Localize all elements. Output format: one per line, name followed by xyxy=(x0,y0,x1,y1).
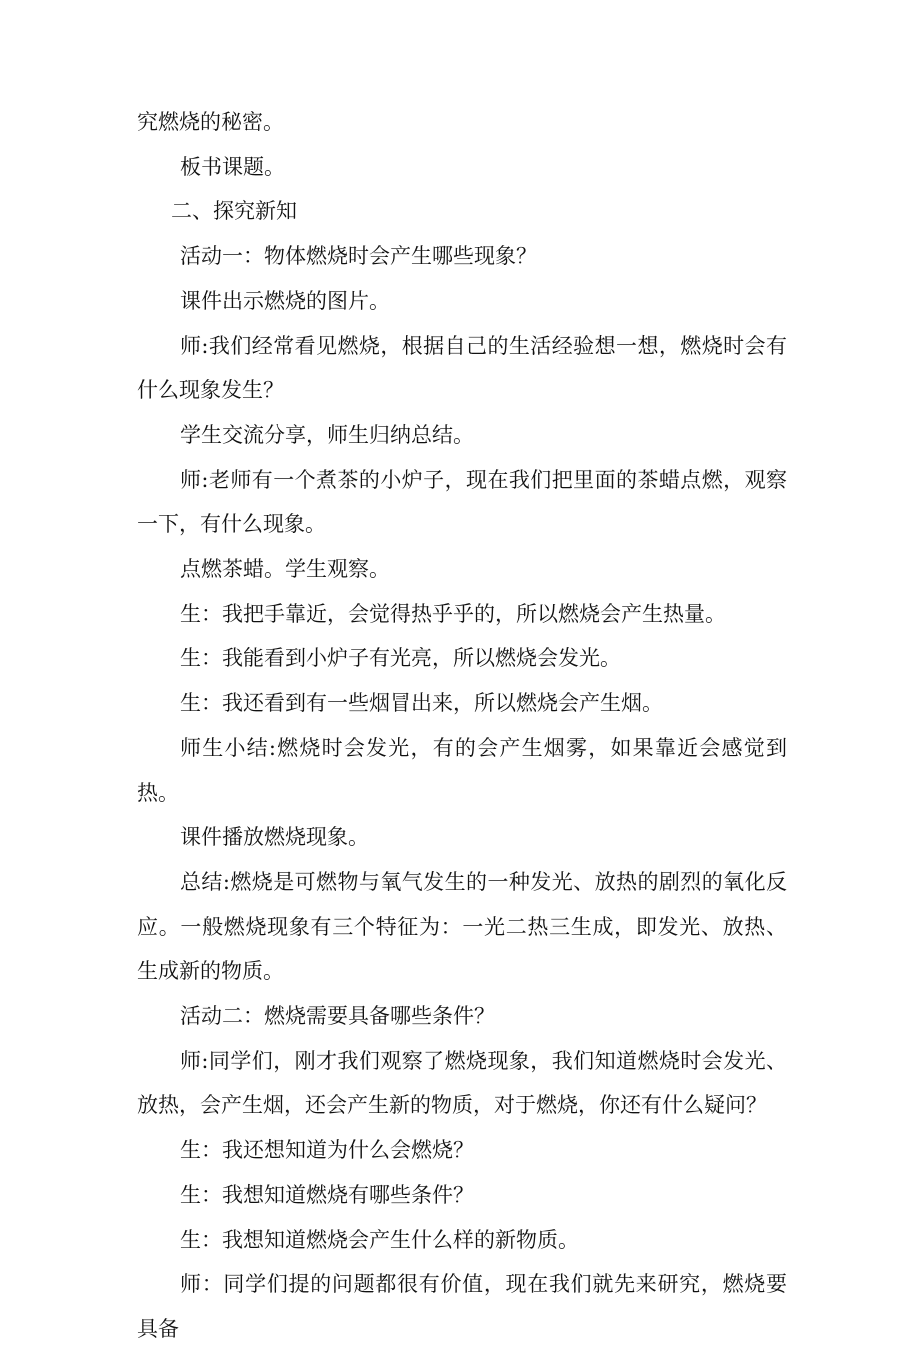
paragraph: 生：我想知道燃烧有哪些条件？ xyxy=(180,1182,474,1207)
activity-heading: 活动一：物体燃烧时会产生哪些现象？ xyxy=(180,244,537,269)
paragraph: 生：我想知道燃烧会产生什么样的新物质。 xyxy=(180,1227,579,1252)
paragraph: 师:我们经常看见燃烧，根据自己的生活经验想一想，燃烧时会有什么现象发生？ xyxy=(137,333,787,403)
paragraph: 点燃茶蜡。学生观察。 xyxy=(180,557,390,582)
paragraph: 学生交流分享，师生归纳总结。 xyxy=(180,422,474,447)
paragraph: 生：我能看到小炉子有光亮，所以燃烧会发光。 xyxy=(180,646,621,671)
paragraph: 板书课题。 xyxy=(180,154,285,179)
paragraph: 生：我还看到有一些烟冒出来，所以燃烧会产生烟。 xyxy=(180,691,663,716)
paragraph: 课件出示燃烧的图片。 xyxy=(180,288,390,313)
paragraph: 师生小结:燃烧时会发光，有的会产生烟雾，如果靠近会感觉到热。 xyxy=(137,735,787,805)
paragraph: 究燃烧的秘密。 xyxy=(137,110,284,134)
paragraph: 课件播放燃烧现象。 xyxy=(180,825,369,850)
paragraph: 总结:燃烧是可燃物与氧气发生的一种发光、放热的剧烈的氧化反应。一般燃烧现象有三个特征为：一光二热三生成，即发光、放热、生成新的物质。 xyxy=(137,869,787,984)
paragraph: 师:同学们，刚才我们观察了燃烧现象，我们知道燃烧时会发光、放热，会产生烟，还会产生新的物质，对于燃烧，你还有什么疑问？ xyxy=(137,1048,787,1118)
paragraph: 生：我还想知道为什么会燃烧？ xyxy=(180,1138,474,1163)
activity-heading: 活动二：燃烧需要具备哪些条件？ xyxy=(180,1004,495,1029)
paragraph: 生：我把手靠近，会觉得热乎乎的，所以燃烧会产生热量。 xyxy=(180,601,726,626)
document-body xyxy=(137,100,787,1352)
paragraph: 师：同学们提的问题都很有价值，现在我们就先来研究，燃烧要具备 xyxy=(137,1272,787,1341)
section-heading: 二、探究新知 xyxy=(171,199,297,224)
paragraph: 师:老师有一个煮茶的小炉子，现在我们把里面的茶蜡点燃，观察一下，有什么现象。 xyxy=(137,467,787,537)
